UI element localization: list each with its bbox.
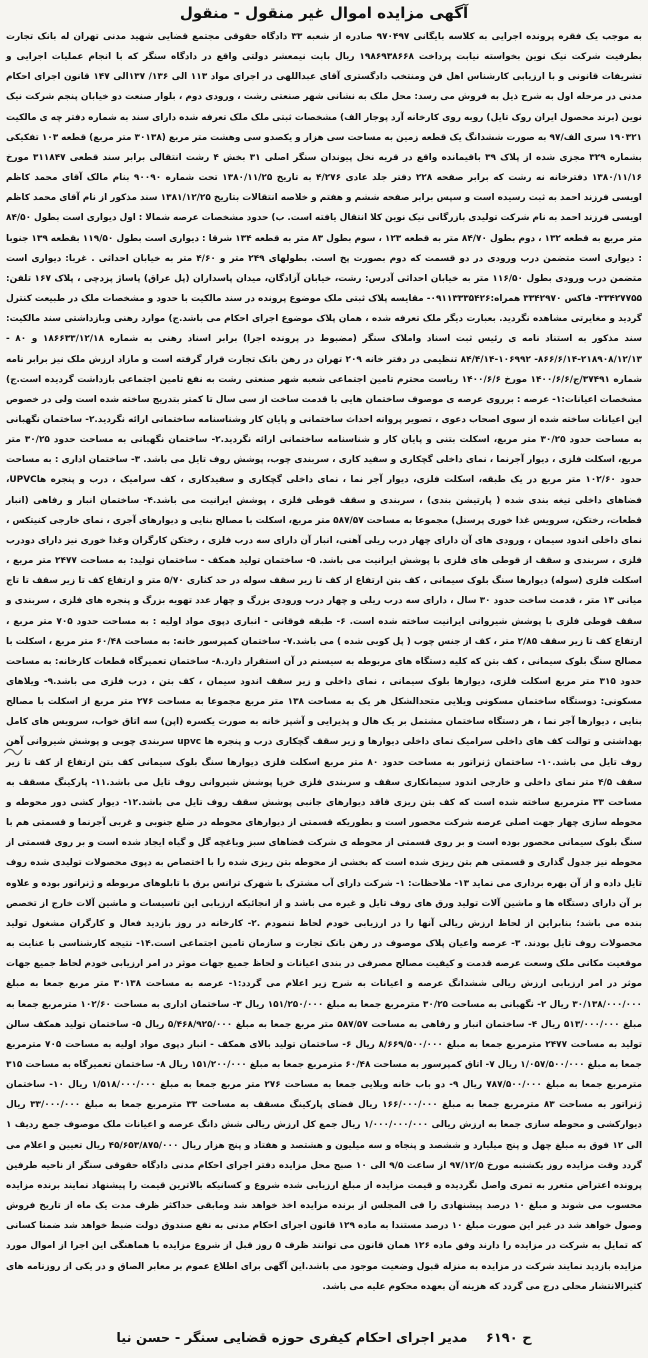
notice-title: آگهی مزایده اموال غیر منقول - منقول [179,4,469,22]
margin-mark-icon [2,744,24,758]
notice-code: ح ۶۱۹۰ [485,1331,532,1346]
signature-line: مدیر اجرای احکام کیفری حوزه قضایی سنگر - حسن نیا [116,1331,468,1346]
notice-body: به موجب یک فقره پرونده اجرایی به کلاسه بایگانی ۹۷۰۴۹۷ صادره از شعبه ۳۳ دادگاه حقوقی مجتمع قضایی شهید مدنی تهران له بانک تجارت بطرفیت شرکت نیک نوین بخواسته نیابت پرداخت ۱۹۸۶۹۳۸۶۶۸ ریال بابت نیمعشر دولتی واقع در دادگاه سنگر که با انجام عملیات اجرایی و تشریفات قانونی و با ارزیابی کارشناس اهل فن ومنتخب دادگستری آقای عبداللهی در اجرای مواد ۱۱۳ الی ۱۳۶/ ۱۳۷الی ۱۴۷ قانون اجرای احکام مدنی در مرحله اول به شرح ذیل به فروش می رسد: محل ملک به نشانی شهر صنعتی رشت ، ورودی دوم ، بلوار صنعت دو خیابان پنجم شرکت نیک نوین (برند محصول ایران روک تایل) روبه روی کارخانه آرد پوجار الف) مشخصات ثبتی ملک ملک تعرفه شده دارای سند به شماره دفتر چه ی مالکیت ۱۹۰۳۲۱ سری الف/۹۷ به صورت ششدانگ یک قطعه زمین به مساحت سی هزار و یکصدو سی وهشت متر مربع (۳۰۱۳۸ متر مربع) قطعه ۱۰۳ تفکیکی بشماره ۳۲۹ مجزی شده از پلاک ۳۹ باقیمانده واقع در قریه نخل پیوندان سنگر اصلی ۳۱ بخش ۴ رشت انتقالی برابر سند قطعی ۳۱۱۸۴۷ مورخ ۱۳۸۰/۱۱/۱۶ دفترخانه نه رشت که برابر صفحه ۲۲۸ دفتر جلد عادی ۴/۲۷۶ به تاریخ ۱۳۸۰/۱۱/۲۵ تحت شماره ۹۰۰۹۰ بنام مالک آقای محمد کاظم اویسی فرزند احمد به ثبت رسیده است و سپس برابر صفحه ششم و هفتم و خلاصه انتقالات بتاریخ ۱۳۸۱/۱۲/۲۵ سند مذکور از نام آقای محمد کاظم اویسی فرزند احمد به نام شرکت تولیدی بازرگانی نیک نوین کلا انتقال یافته است. ب) حدود مشخصات عرصه شمالا : اول دیواری است بطول ۸۴/۵۰ متر مربع به قطعه ۱۳۲ ، دوم بطول ۸۴/۷۰ متر به قطعه ۱۲۳ ، سوم بطول ۸۳ متر به قطعه ۱۳۴ شرقا : دیواری است بطول ۱۱۹/۵۰ بقطعه ۱۳۹ جنوبا : دیواری است متضمن درب ورودی در دو قسمت که دوم بصورت پخ است. بطولهای ۲۴۹ متر و ۴/۶۰ متر به خیابان احداثی . غربا: دیواری است متضمن درب ورودی بطول ۱۱۶/۵۰ متر به خیابان احداثی آدرس: رشت، خیابان آزادگان، میدان پاسداران (پل عراق) پاساژ پزدچی ، پلاک ۱۶۷ تلفن: ۳۳۴۲۷۷۵۵- فاکس ۳۳۴۲۹۷۰ همراه:۰۹۱۱۳۳۳۵۴۲۶- مقایسه پلاک ثبتی ملک موضوع پرونده در سند مالکیت با حدود و مشخصات ملک در طبیعت کنترل گردید و مغایرتی مشاهده نگردید. بعبارت دیگر ملک تعرفه شده ، همان پلاک موضوع اجرای احکام می باشد.ج) موارد رهنی وبازداشتی سند مالکیت: سند مذکور به استناد نامه ی رئیس ثبت اسناد واملاک سنگر (مضبوط در پرونده اجرا) برابر اسناد رهنی به شماره ۱۸۶۶۳۳/۱۲/۱۸ و ۸۰ - ۲۱۸۹۰۸/۱۲/۱۳-۸۶۶/۶/۱۴- ۱۰۶۹۹۲-۸۴/۴/۱۴ تنظیمی در دفتر خانه ۲۰۹ تهران در رهن بانک تجارت قرار گرفته است و مازاد ارزش ملک نیز برابر نامه شماره ۳۷۴۹۱/ج/۱۴۰۰/۶/۶ مورخ ۱۴۰۰/۶/۶ ریاست محترم تامین اجتماعی شعبه شهر صنعتی رشت به نفع تامین اجتماعی بازداشت گردیده است.ج) مشخصات اعیانات:۱- عرصه : برروی عرصه ی موصوف ساختمان هایی با قدمت ساخت از سی سال تا کمتر بتدریج ساخته شده است ولی در خصوص این اعیانات ساخته شده از سوی اصحاب دعوی ، تصویر پروانه احداث ساختمانی و پایان کار وشناسنامه ساختمانی ارائه نگردید.۲- ساختمان نگهبانی به مساحت حدود ۳۰/۲۵ متر مربع، اسکلت بتنی و پایان کار و شناسنامه ساختمانی ارائه نگردید.۲- ساختمان نگهبانی به مساحت حدود ۳۰/۲۵ متر مربع، اسکلت فلزی ، دیوار آجرنما ، نمای داخلی گچکاری و سفید کاری ، سربندی چوب، پوشش روف تایل می باشد. ۳- ساختمان اداری : به مساحت حدود ۱۰۲/۶۰ متر مربع در یک طبقه، اسکلت فلزی، دیوار آجر نما ، نمای داخلی گچکاری و سفیدکاری ، کف سرامیک ، درب و پنجره هاUPVC، فضاهای داخلی تیغه بندی شده ( پارتیشن بندی) ، سربندی و سقف قوطی فلزی ، پوشش ایرانیت می باشد.۴- ساختمان انبار و رفاهی (انبار قطعات، رختکن، سرویس غذا خوری پرسنل) مجموعا به مساحت ۵۸۷/۵۷ متر مربع، اسکلت با مصالح بنایی و دیوارهای آجری ، نمای خارجی کنیتکس ، نمای داخلی اندود سیمان ، ورودی های آن دارای چهار درب ریلی آهنی، انبار آن دارای سه درب فلزی ، رختکن کارگران وغذا خوری نیز دارای دودرب فلزی ، سربندی و سقف از قوطی های فلزی با پوشش ایرانیت می باشد. ۵- ساختمان تولید همکف - ساختمان تولید: به مساحت ۲۴۷۷ متر مربع ، اسکلت فلزی (سوله) دیوارها سنگ بلوک سیمانی ، کف بتن ارتفاع از کف تا زیر سقف سوله در حد کناری ۵/۷۰ متر و ارتفاع کف تا زیر سقف تا تاج میانی ۱۳ متر ، قدمت ساخت حدود ۳۰ سال ، دارای سه درب ریلی و چهار درب ورودی بزرگ و چهار عدد تهویه بزرگ و پنجره های فلزی ، سربندی و سقف قوطی فلزی با پوشش شیروانی ایرانیت ساخته شده است. ۶- طبقه فوقانی - انباری دپوی مواد اولیه : به مساحت حدود ۷۰۵ متر مربع ، ارتفاع کف تا زیر سقف ۲/۸۵ متر ، کف از جنس چوب ( پل کوبی شده ) می باشد.۷- ساختمان کمپرسور خانه: به مساحت ۶۰/۴۸ متر مربع ، اسکلت با مصالح سنگ بلوک سیمانی ، کف بتن که کلیه دستگاه های مربوطه به سیستم در آن استقرار دارد.۸- ساختمان تعمیرگاه قطعات کارخانه: به مساحت حدود ۳۱۵ متر مربع اسکلت فلزی، دیوارها بلوک سیمانی ، نمای داخلی و زیر سقف اندود سیمان ، کف بتن ، درب فلزی می باشد.۹- ویلاهای مسکونی: دوستگاه ساختمان مسکونی ویلایی متحدالشکل هر یک به مساحت ۱۳۸ متر مربع مجموعا به مساحت ۲۷۶ متر مربع از اسکلت با مصالح بنایی ، دیوارها آجر نما ، هر دستگاه ساختمان مشتمل بر یک هال و پذیرایی و آشپز خانه به صورت یکسره (اپن) سه اتاق خواب، سرویس های کامل بهداشتی و توالت کف های داخلی سرامیک نمای داخلی دیوارها و زیر سقف گچکاری درب و پنجره ها upvc سربندی چوبی و پوشش شیروانی آهن روف تایل می باشد.۱۰- ساختمان ژنراتور به مساحت حدود ۸۰ متر مربع اسکلت فلزی دیوارها سنگ بلوک سیمانی کف بتن ارتفاع از کف تا زیر سقف ۴/۵ متر نمای داخلی و خارجی اندود سیمانکاری سقف و سربندی فلزی خرپا پوشش شیروانی روف تایل می باشد.۱۱- پارکینگ مسقف به مساحت ۳۳ مترمربع ساخته شده است که کف بتن ریزی فاقد دیوارهای جانبی پوشش سقف روف تایل می باشد.۱۲- دیوار کشی دور محوطه و محوطه سازی چهار جهت اصلی عرصه شرکت محصور است و بطوریکه قسمتی از دیوارهای محوطه در ضلع جنوبی و غربی آجرنما و قسمتی هم با سنگ بلوک سیمانی محصور بوده است و بر روی قسمتی از محوطه ی شرکت فضاهای سبز وباغچه گل و گیاه ایجاد شده است و بر روی قسمتی از محوطه نیز جدول گذاری و قسمتی هم بتن ریزی شده است که بخشی از محوطه بتن ریزی شده را با اختصاص به دپوی محصولات تولیدی شده روف تایل داده و از آن بهره برداری می نماید ۱۳- ملاحظات: ۱- شرکت دارای آب مشترک با شهرک ترانس برق با تابلوهای مربوطه و ژنراتور بوده و علاوه بر آن دارای دستگاه ها و ماشین آلات تولید ورق های روف تایل و غیره می باشد و از انجائیکه ارزیابی این تاسیسات و ماشین آلات خارج از تخصص بنده می باشد؛ بنابراین از لحاظ ارزش ریالی آنها را در ارزیابی خودم لحاظ ننمودم .۲- کارخانه در روز بازدید فعال و کارگران مشغول تولید محصولات روف تایل بودند. ۳- عرصه واعیان پلاک موصوف در رهن بانک تجارت و سازمان تامین اجتماعی است.۱۴- نتیجه کارشناسی با عنایت به موقعیت مکانی ملک وسعت عرصه قدمت و کیفیت مصالح مصرفی در بندی اعیانات و لحاظ جمیع جهات موثر در امر ارزیابی خودم لحاظ جمیع جهات موثر در امر ارزیابی ارزش ریالی ششدانگ عرصه و اعیانات به شرح زیر اعلام می گردد:۱- عرصه به مساحت ۳۰۱۳۸ متر مربع جمعا به مبلغ ۳۰/۱۳۸/۰۰۰/۰۰۰ ریال ۲- نگهبانی به مساحت ۳۰/۲۵ مترمربع جمعا به مبلغ ۱۵۱/۲۵۰/۰۰۰ ریال ۳- ساختمان اداری به مساحت ۱۰۲/۶۰ مترمربع جمعا به مبلغ ۵۱۳/۰۰۰/۰۰۰ ریال ۴- ساختمان انبار و رفاهی به مساحت ۵۸۷/۵۷ متر مربع جمعا به مبلغ ۵/۴۶۸/۹۲۵/۰۰۰ ریال ۵- ساختمان تولید همکف سالن تولید به مساحت ۲۴۷۷ مترمربع جمعا به مبلغ ۸/۶۶۹/۵۰۰/۰۰۰ ریال ۶- ساختمان تولید بالای همکف - انبار دپوی مواد اولیه به مساحت ۷۰۵ مترمربع جمعا به مبلغ ۱/۰۵۷/۵۰۰/۰۰۰ ریال ۷- اتاق کمپرسور به مساحت ۶۰/۴۸ مترمربع جمعا به مبلغ ۱۵۱/۲۰۰/۰۰۰ ریال ۸- ساختمان تعمیرگاه به مساحت ۳۱۵ مترمربع جمعا به مبلغ ۷۸۷/۵۰۰/۰۰۰ ریال ۹- دو باب خانه ویلایی جمعا به مساحت ۲۷۶ متر مربع جمعا به مبلغ ۱/۵۱۸/۰۰۰/۰۰۰ ریال ۱۰- ساختمان ژنراتور به مساحت ۸۳ مترمربع جمعا به مبلغ ۱۶۶/۰۰۰/۰۰۰ ریال فضای پارکینگ مسقف به مساحت ۳۳ مترمربع جمعا به مبلغ ۳۳/۰۰۰/۰۰۰ ریال دیوارکشی و محوطه سازی جمعا به ارزش ریالی ۱/۰۰۰/۰۰۰/۰۰۰ ریال جمع کل ارزش ریالی شش دانگ عرصه و اعیانات ملک موصوف جمع ردیف ۱ الی ۱۲ فوق به مبلغ چهل و پنج میلیارد و ششصد و پنجاه و سه میلیون و هشتصد و هفتاد و پنج هزار ریال ۴۵/۶۵۳/۸۷۵/۰۰۰ ریال تعیین و اعلام می گردد وقت مزایده روز یکشنبه مورخ ۹۷/۱۲/۵ از ساعت ۹/۵ الی ۱۰ صبح محل مزایده دفتر اجرای احکام مدنی دادگاه حقوقی سنگر از ناحیه طرفین پرونده اعتراض متعرر به تمری واصل نگردیده و قیمت مزایده از مبلغ ارزیابی شده شروع و کسانیکه بالاترین قیمت را پیشنهاد نمایند برنده مزایده محسوب می شوند و مبلغ ۱۰ درصد پیشنهادی را فی المجلس از برنده مزایده اخذ خواهد شد ومابقی حداکثر ظرف مدت یک ماه از تاریخ فروش وصول خواهد شد در غیر این صورت مبلغ ۱۰ درصد مستندا به ماده ۱۲۹ قانون اجرای احکام مدنی به نفع صندوق دولت ضبط خواهد شد ضمنا کسانی که تمایل به شرکت در مزایده را دارند وفق ماده ۱۲۶ همان قانون می توانند ظرف ۵ روز قبل از شروع مزایده با هماهنگی این اجرا از اموال مورد مزایده بازدید نمایند شرکت در مزایده به منزله قبول وضعیت موجود می باشد.این آگهی برای اطلاع عموم بر معابر الصاق و در یکی از روزنامه های کثیرالانتشار محلی درج می گردد که هزینه آن بعهده محکوم علیه می باشد. [6,32,643,1292]
notice-footer [6,1325,642,1353]
